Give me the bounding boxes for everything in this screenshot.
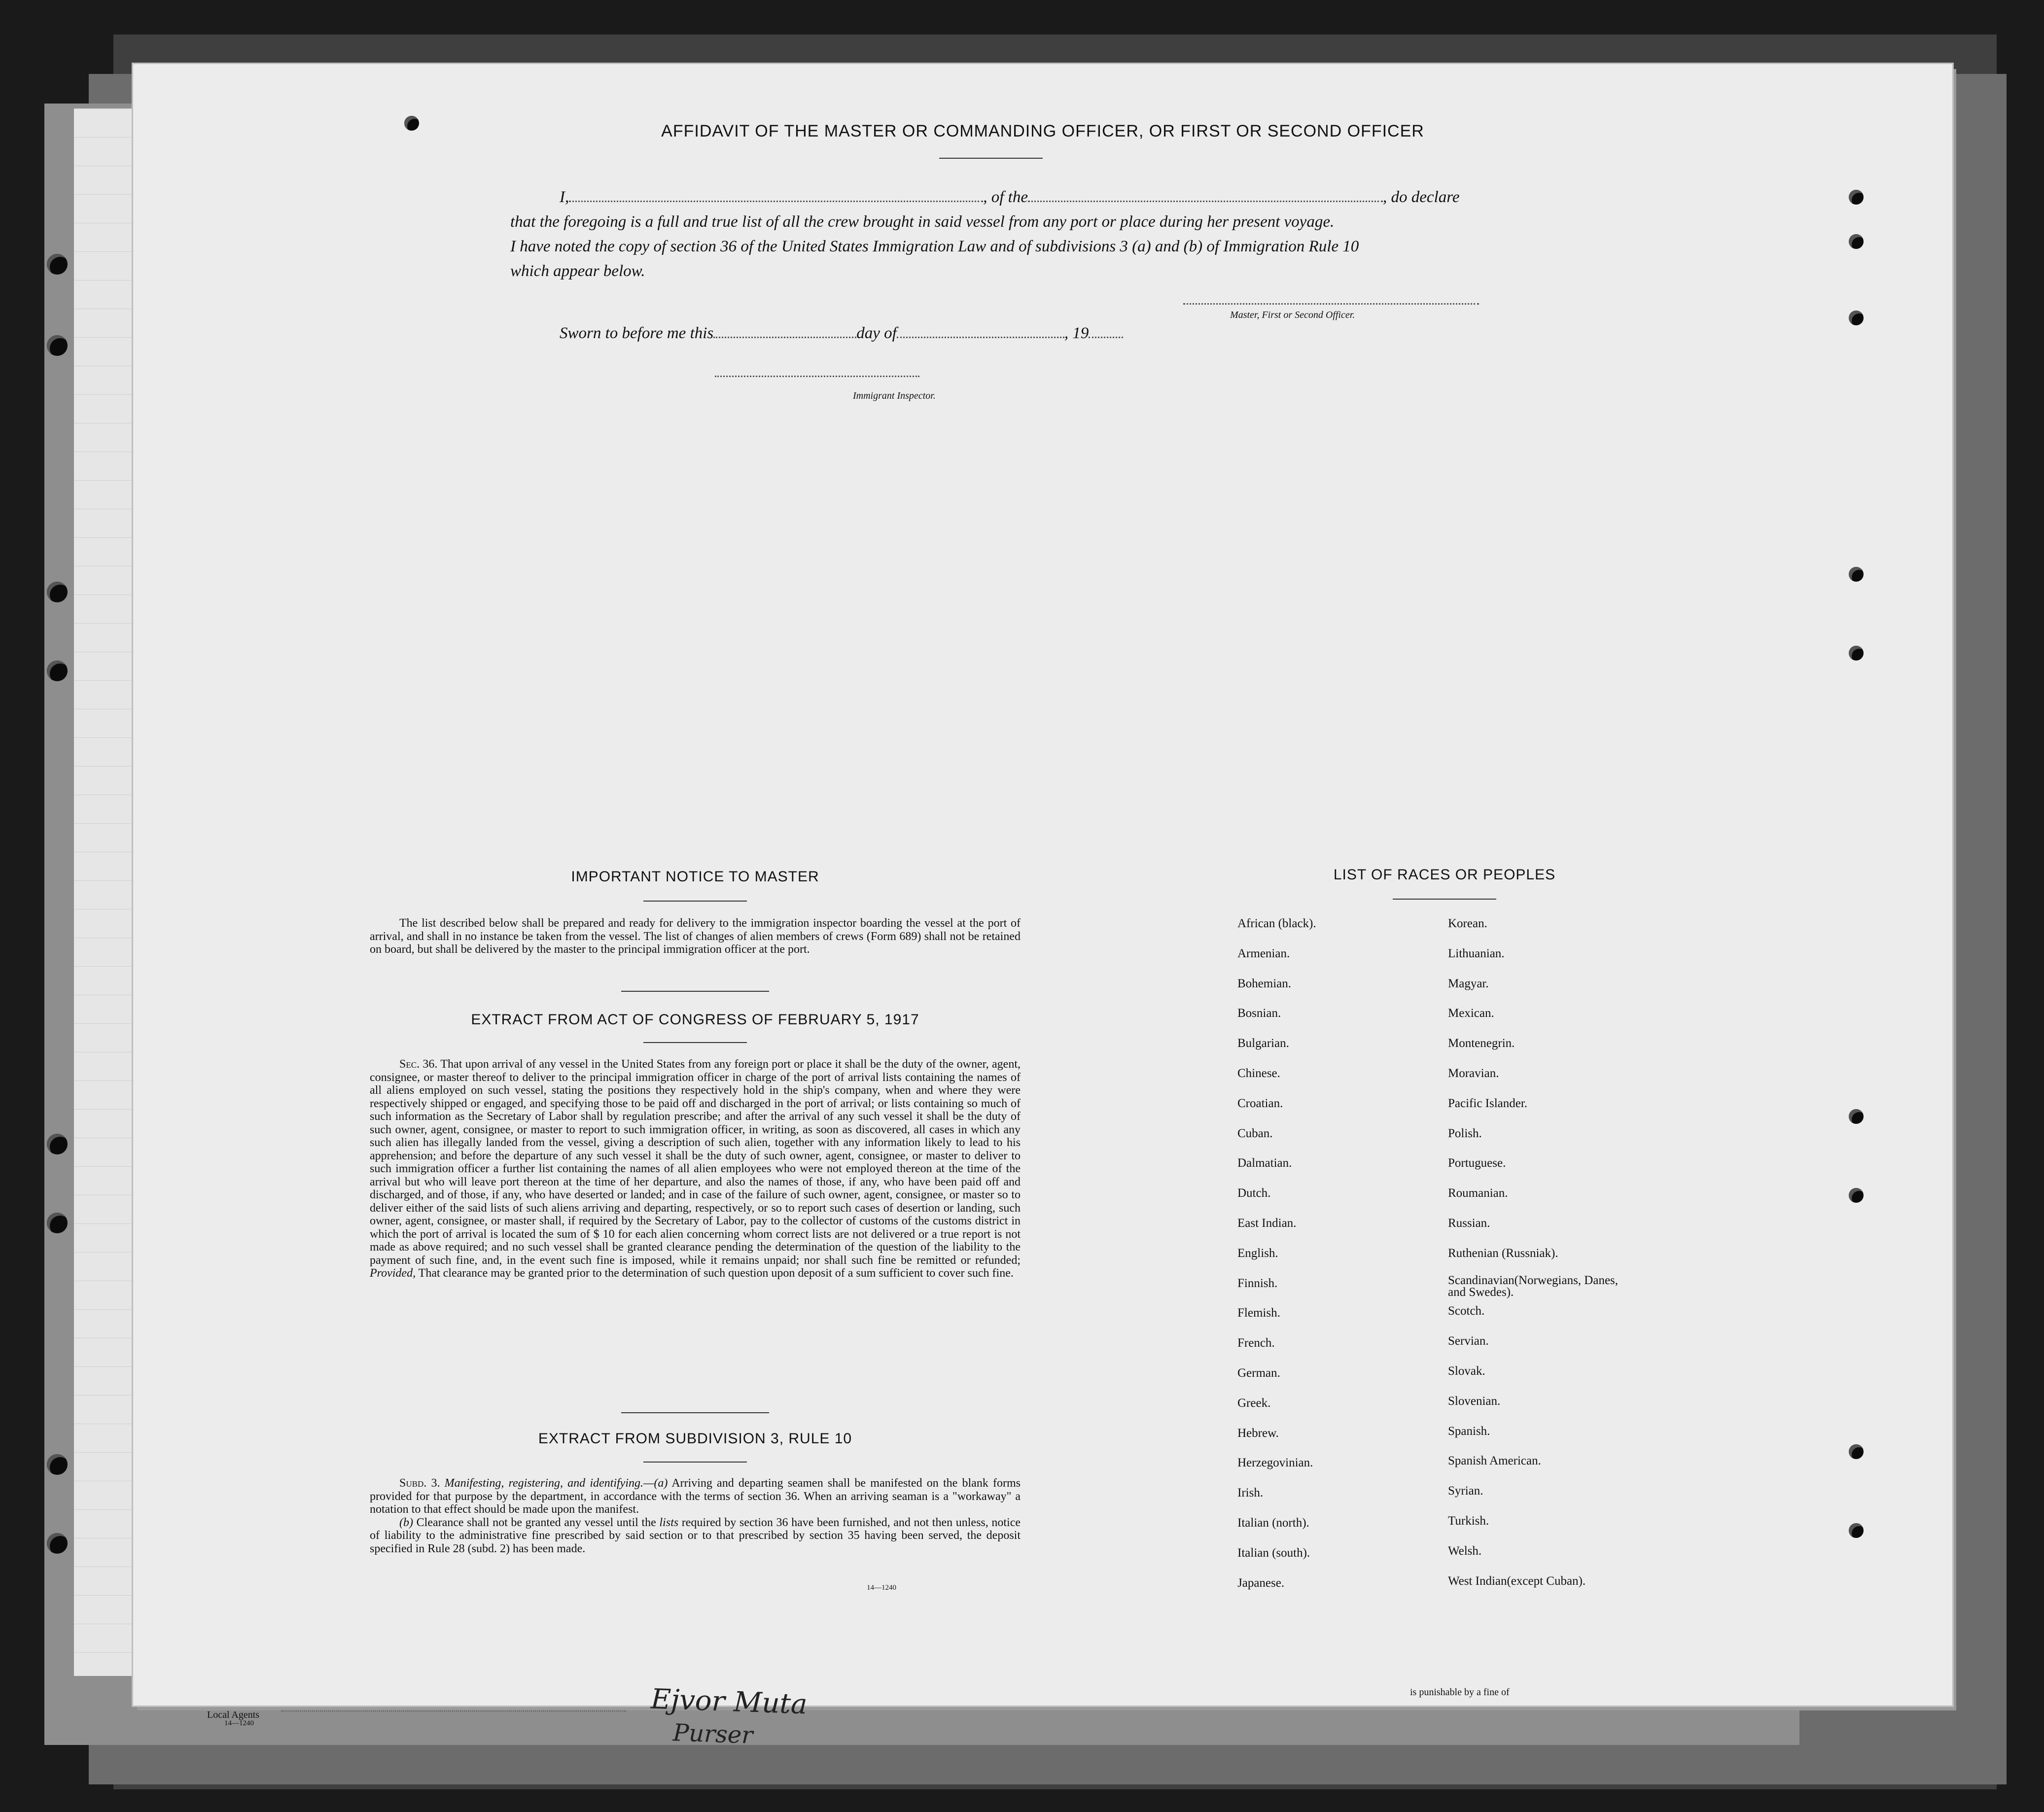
punch-hole xyxy=(1849,190,1864,205)
race-item: Spanish. xyxy=(1448,1424,1490,1438)
punch-hole xyxy=(1849,646,1864,661)
name-blank[interactable] xyxy=(569,201,983,202)
race-item: Servian. xyxy=(1448,1334,1489,1348)
race-item: Portuguese. xyxy=(1448,1156,1506,1170)
text-i: I, xyxy=(560,188,569,206)
race-item: Turkish. xyxy=(1448,1514,1489,1528)
affidavit-title: AFFIDAVIT OF THE MASTER OR COMMANDING OFFICER, OR FIRST OR SECOND OFFICER xyxy=(661,122,1424,140)
race-item: Bosnian. xyxy=(1237,1007,1281,1020)
race-item: Hebrew. xyxy=(1237,1426,1279,1440)
divider xyxy=(939,158,1043,159)
punch-hole xyxy=(1849,1188,1864,1203)
form-number: 14—1240 xyxy=(867,1584,896,1592)
master-caption: Master, First or Second Officer. xyxy=(1230,310,1355,320)
race-item: Bohemian. xyxy=(1237,976,1292,990)
divider xyxy=(643,901,747,902)
punch-hole xyxy=(1849,1444,1864,1459)
inspector-signature-blank[interactable] xyxy=(715,376,919,377)
handwritten-title: Purser xyxy=(672,1719,754,1749)
race-item: Russian. xyxy=(1448,1216,1490,1230)
race-item: Roumanian. xyxy=(1448,1186,1508,1200)
punch-hole xyxy=(47,1134,68,1154)
divider xyxy=(1393,899,1496,900)
day-blank[interactable] xyxy=(713,337,856,338)
master-signature-blank[interactable] xyxy=(1183,303,1479,305)
punch-hole xyxy=(1849,1523,1864,1538)
race-item: Chinese. xyxy=(1237,1066,1280,1080)
text-do-declare: , do declare xyxy=(1382,188,1460,206)
race-item: Lithuanian. xyxy=(1448,946,1505,960)
para-b-label: (b) xyxy=(399,1516,413,1529)
races-right-column xyxy=(1448,917,1635,1604)
race-item: Ruthenian (Russniak). xyxy=(1448,1246,1558,1260)
race-item: Dutch. xyxy=(1237,1186,1271,1200)
race-item: Italian (south). xyxy=(1237,1546,1310,1560)
year-blank[interactable] xyxy=(1089,337,1123,338)
subd-label: Subd. 3. xyxy=(399,1477,440,1490)
vessel-blank[interactable] xyxy=(1028,201,1383,202)
rule-para-b-pre: Clearance shall not be granted any vessel until the xyxy=(416,1516,656,1529)
divider xyxy=(621,991,769,992)
race-item: African (black). xyxy=(1237,917,1316,930)
race-item: Korean. xyxy=(1448,917,1487,930)
race-item: East Indian. xyxy=(1237,1216,1297,1230)
declaration-line-4: which appear below. xyxy=(510,262,645,280)
race-item: West Indian(except Cuban). xyxy=(1448,1574,1586,1588)
race-item: Polish. xyxy=(1448,1126,1482,1140)
race-item: Dalmatian. xyxy=(1237,1156,1292,1170)
race-item: Syrian. xyxy=(1448,1484,1483,1498)
race-item: Armenian. xyxy=(1237,946,1290,960)
proviso-text: That clearance may be granted prior to the determination of such question upon deposit of a sum sufficient to cover such fine. xyxy=(418,1267,1014,1280)
local-agents-blank[interactable] xyxy=(281,1710,626,1711)
race-item: Spanish American. xyxy=(1448,1454,1541,1468)
fine-note: is punishable by a fine of xyxy=(1410,1687,1510,1698)
punch-hole xyxy=(1849,234,1864,249)
race-item: Flemish. xyxy=(1237,1306,1280,1320)
underlying-form-number: 14—1240 xyxy=(224,1719,254,1727)
race-item: Finnish. xyxy=(1237,1276,1278,1290)
rule-para-b-lists: lists xyxy=(659,1516,679,1529)
punch-hole xyxy=(47,1533,68,1554)
rule-para-b-post: required by section 36 have been furnished, and not then unless, notice of liability to the administrative fine prescribed by said section or to that prescribed by section 35 having been served, the deposit specified in Rule 28 (subd. 2) has been made. xyxy=(370,1516,1021,1555)
race-item: French. xyxy=(1237,1336,1275,1350)
race-item: Slovenian. xyxy=(1448,1394,1501,1408)
punch-hole xyxy=(47,661,68,681)
divider xyxy=(643,1042,747,1043)
sworn-line xyxy=(560,324,1123,343)
punch-hole xyxy=(1849,1109,1864,1124)
race-item: Scandinavian(Norwegians, Danes, and Swedes). xyxy=(1448,1273,1619,1299)
punch-hole xyxy=(47,254,68,275)
punch-hole xyxy=(47,335,68,356)
punch-hole xyxy=(1849,311,1864,325)
month-blank[interactable] xyxy=(897,337,1064,338)
race-item: Herzegovinian. xyxy=(1237,1456,1313,1470)
section-36-body: That upon arrival of any vessel in the United States from any foreign port or place it shall be the duty of the owner, agent, consignee, or master thereof to deliver to the principal immigration officer in charge of the port of arrival lists containing the names of all aliens employed on such vessel, stating the positions they respectively hold in the ship's company, when and where they were respectively shipped or engaged, and specifying those to be paid off and discharged in the port of arrival; or lists containing so much of such information as the Secretary of Labor shall by regulation prescribe; and after the arrival of any such vessel it shall be the duty of such owner, agent, consignee, or master to report to such immigration officer, in writing, as soon as discovered, all cases in which any such alien has illegally landed from the vessel, giving a description of such alien, together with any information likely to lead to his apprehension; and before the departure of any such vessel it shall be the duty of such owner, agent, consignee, or master to deliver to such immigration officer a further list containing the names of all alien employees who were not employed thereon at the time of the arrival but who will leave port thereon at the time of her departure, and also the names of those, if any, who have been paid off and discharged, and of those, if any, who have deserted or landed; and in case of the failure of such owner, agent, consignee, or master so to deliver either of the said lists of such aliens arriving and departing, respectively, or so to report such cases of desertion or landing, such owner, agent, consignee, or master shall, if required by the Secretary of Labor, pay to the collector of customs of the customs district in which the port of arrival is located the sum of $ 10 for each alien concerning whom correct lists are not delivered or a true report is not made as above required; and no such vessel shall be granted clearance pending the determination of the question of the liability to the payment of such fine, and, in the event such fine is imposed, while it remains unpaid; nor shall such fine be remitted or refunded; xyxy=(370,1058,1021,1267)
notice-text xyxy=(370,917,1021,956)
race-item: Irish. xyxy=(1237,1486,1264,1500)
punch-hole xyxy=(47,1213,68,1233)
punch-hole xyxy=(1849,567,1864,582)
race-item: Slovak. xyxy=(1448,1364,1485,1378)
race-item: Cuban. xyxy=(1237,1126,1273,1140)
race-item: Mexican. xyxy=(1448,1007,1494,1020)
race-item: German. xyxy=(1237,1366,1280,1380)
sec-label: Sec. 36. xyxy=(399,1058,438,1071)
punch-hole xyxy=(47,1454,68,1475)
notice-paragraph: The list described below shall be prepared and ready for delivery to the immigration inspector boarding the vessel at the port of arrival, and shall in no instance be taken from the vessel. The list of changes of alien members of crews (Form 689) shall not be retained on board, but shall be delivered by the master to the principal immigration officer at the port. xyxy=(370,917,1021,956)
text-year: , 19 xyxy=(1064,324,1089,342)
race-item: Welsh. xyxy=(1448,1544,1482,1558)
race-item: Pacific Islander. xyxy=(1448,1096,1528,1110)
races-left-column xyxy=(1237,917,1316,1606)
proviso-label: Provided, xyxy=(370,1267,416,1280)
race-item: Croatian. xyxy=(1237,1096,1283,1110)
divider xyxy=(621,1412,769,1413)
handwritten-signature: Ejvor Muta xyxy=(650,1683,808,1721)
race-item: Greek. xyxy=(1237,1396,1271,1410)
punch-hole xyxy=(47,582,68,602)
race-item: Moravian. xyxy=(1448,1066,1499,1080)
inspector-caption: Immigrant Inspector. xyxy=(853,390,936,401)
rule-10-text xyxy=(370,1477,1021,1555)
race-item: English. xyxy=(1237,1246,1278,1260)
races-list xyxy=(1237,917,1730,1617)
extract-act-title: EXTRACT FROM ACT OF CONGRESS OF FEBRUARY 5, 1917 xyxy=(471,1011,919,1028)
race-item: Scotch. xyxy=(1448,1304,1485,1318)
races-title: LIST OF RACES OR PEOPLES xyxy=(1333,867,1556,883)
extract-rule-title: EXTRACT FROM SUBDIVISION 3, RULE 10 xyxy=(538,1430,852,1447)
race-item: Bulgarian. xyxy=(1237,1037,1289,1050)
race-item: Montenegrin. xyxy=(1448,1037,1515,1050)
race-item: Japanese. xyxy=(1237,1576,1285,1590)
divider xyxy=(643,1462,747,1463)
race-item: Magyar. xyxy=(1448,976,1489,990)
notice-title: IMPORTANT NOTICE TO MASTER xyxy=(571,869,819,885)
local-agents-label: Local Agents xyxy=(207,1709,260,1720)
declaration-line-2: that the foregoing is a full and true list of all the crew brought in said vessel from any port or place during her present voyage. xyxy=(510,213,1335,231)
text-sworn: Sworn to before me this xyxy=(560,324,714,342)
race-item: Italian (north). xyxy=(1237,1516,1309,1530)
text-of-the: , of the xyxy=(983,188,1028,206)
subd-heading: Manifesting, registering, and identifying.—(a) xyxy=(444,1477,668,1490)
section-36-text xyxy=(370,1058,1021,1280)
rule-para-a: Arriving and departing seamen shall be manifested on the blank forms provided for that purpose by the department, in accordance with the terms of section 36. When an arriving seaman is a "workaway" a notation to that effect should be made upon the manifest. xyxy=(370,1477,1021,1516)
declaration-line-3: I have noted the copy of section 36 of the United States Immigration Law and of subdivisions 3 (a) and (b) of Immigration Rule 10 xyxy=(510,238,1359,255)
text-day-of: day of xyxy=(856,324,897,342)
declaration-line-1 xyxy=(560,188,1459,207)
affidavit-page xyxy=(133,64,1952,1706)
